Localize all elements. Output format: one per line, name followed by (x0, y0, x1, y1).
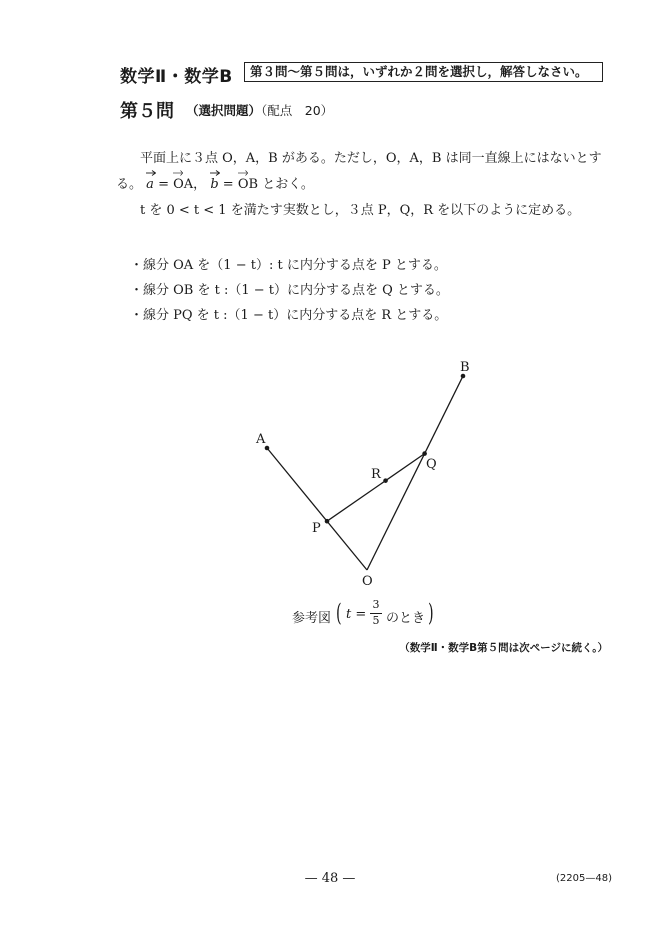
subject-title: 数学Ⅱ・数学B (120, 67, 233, 87)
bullet-item: ・線分 OB を t :（1 − t）に内分する点を Q とする。 (130, 283, 449, 298)
separator-comma: ， (193, 177, 207, 192)
point-p-dot (325, 519, 330, 524)
points-note: （配点 20） (261, 103, 334, 118)
intro-line-3: t を 0 < t < 1 を満たす実数とし，３点 P，Q，R を以下のように定める。 (140, 203, 581, 218)
instruction-box: 第３問〜第５問は，いずれか２問を選択し，解答しなさい。 (244, 62, 603, 82)
left-paren: ( (336, 599, 342, 627)
label-a: A (256, 432, 266, 447)
point-q-dot (422, 451, 427, 456)
page-code: (2205—48) (556, 873, 612, 884)
equals-sign: = (222, 177, 234, 192)
fraction-numerator: 3 (372, 598, 380, 611)
label-o: O (362, 574, 373, 589)
segment-oa (267, 448, 367, 570)
bullet-item: ・線分 OA を（1 − t）: t に内分する点を P とする。 (130, 258, 447, 273)
bullet-item: ・線分 PQ を t :（1 − t）に内分する点を R とする。 (130, 308, 448, 323)
caption-label: 参考図 (292, 611, 332, 626)
caption-suffix: のとき (386, 611, 426, 626)
fraction-denominator: 5 (372, 614, 380, 627)
label-q: Q (426, 457, 437, 472)
page-number: — 48 — (304, 871, 356, 886)
label-b: B (460, 360, 470, 375)
continue-note: （数学Ⅱ・数学B第５問は次ページに続く。） (399, 642, 608, 654)
intro-line-2-suffix: とおく。 (262, 177, 314, 192)
label-r: R (371, 467, 381, 482)
caption-t: t = (346, 607, 367, 622)
vector-b-symbol: b (210, 177, 219, 192)
selection-note: （選択問題） (186, 103, 262, 118)
equals-sign: = (158, 177, 169, 192)
point-r-dot (383, 478, 388, 483)
vector-oa-symbol: OA (173, 177, 194, 192)
vector-ob-symbol: OB (237, 177, 259, 192)
right-paren: ) (428, 599, 434, 627)
label-p: P (312, 521, 321, 536)
vector-a-symbol: a (146, 177, 154, 192)
segment-ob (367, 376, 463, 570)
intro-line-1: 平面上に３点 O，A，B がある。ただし，O，A，B は同一直線上にはないとす (140, 151, 602, 166)
intro-line-2-prefix: る。 (116, 177, 143, 192)
question-title: 第５問 (120, 101, 174, 122)
segment-pq (327, 454, 425, 522)
